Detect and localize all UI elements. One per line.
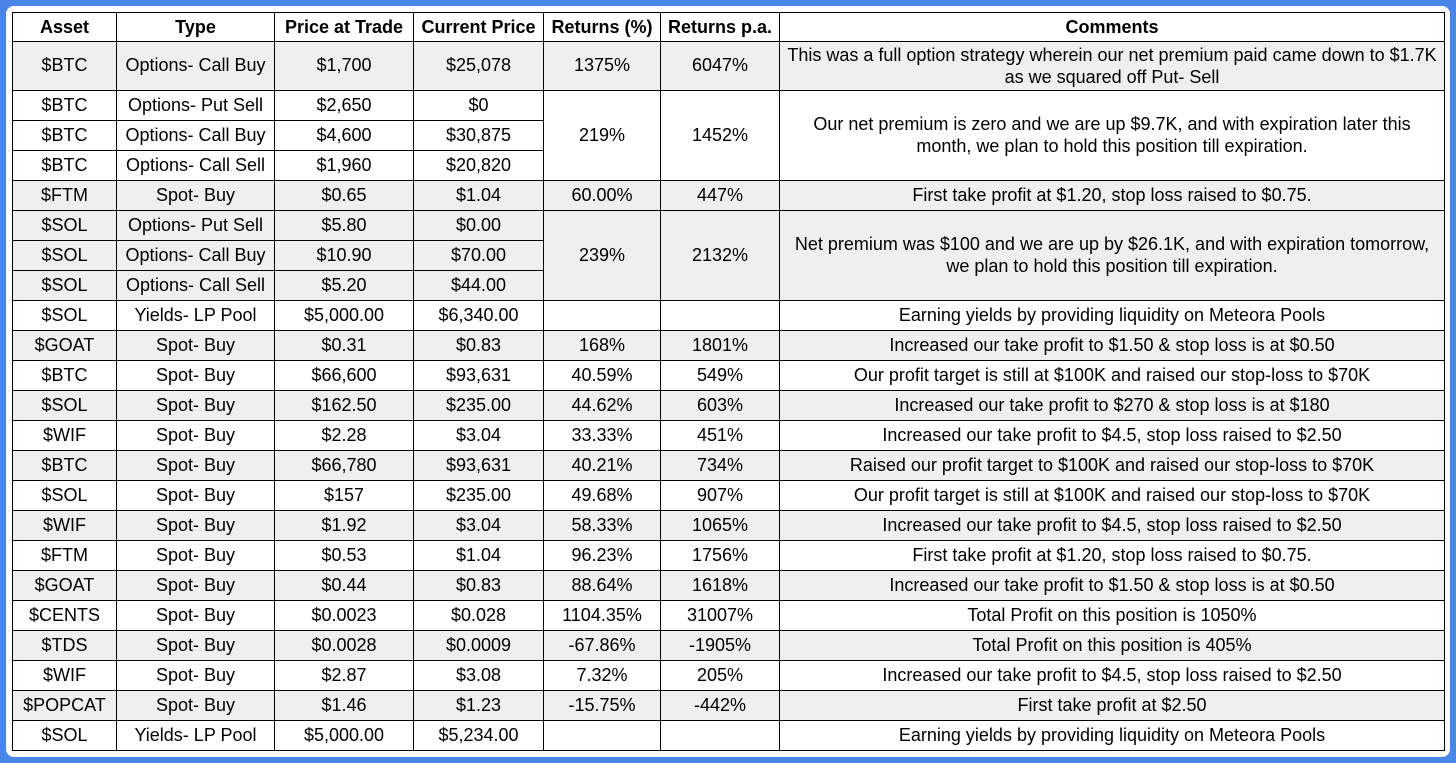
comment-cell: Total Profit on this position is 1050%	[780, 600, 1445, 630]
asset-cell: $SOL	[13, 390, 117, 420]
table-row	[13, 210, 1445, 240]
returns-pa-cell: 451%	[661, 420, 780, 450]
current-price-cell: $235.00	[414, 480, 544, 510]
table-row	[13, 600, 1445, 630]
current-price-cell: $0.028	[414, 600, 544, 630]
header-row	[13, 13, 1445, 42]
asset-cell: $BTC	[13, 120, 117, 150]
type-cell: Spot- Buy	[117, 420, 275, 450]
asset-cell: $WIF	[13, 420, 117, 450]
comment-cell: First take profit at $1.20, stop loss raised to $0.75.	[780, 540, 1445, 570]
comment-cell: Increased our take profit to $4.5, stop loss raised to $2.50	[780, 660, 1445, 690]
type-cell: Spot- Buy	[117, 540, 275, 570]
current-price-cell: $44.00	[414, 270, 544, 300]
returns-cell: 1375%	[544, 42, 661, 91]
asset-cell: $WIF	[13, 510, 117, 540]
trade-price-cell: $66,780	[275, 450, 414, 480]
returns-cell: 40.59%	[544, 360, 661, 390]
table-row	[13, 330, 1445, 360]
current-price-cell: $70.00	[414, 240, 544, 270]
trade-price-cell: $1,700	[275, 42, 414, 91]
current-price-cell: $25,078	[414, 42, 544, 91]
type-cell: Options- Call Buy	[117, 240, 275, 270]
returns-cell: 7.32%	[544, 660, 661, 690]
current-price-cell: $93,631	[414, 360, 544, 390]
current-price-cell: $6,340.00	[414, 300, 544, 330]
table-row	[13, 570, 1445, 600]
trade-price-cell: $2.87	[275, 660, 414, 690]
returns-pa-cell	[661, 720, 780, 750]
returns-cell: 58.33%	[544, 510, 661, 540]
comment-cell: Increased our take profit to $1.50 & stop loss is at $0.50	[780, 570, 1445, 600]
returns-pa-cell: -442%	[661, 690, 780, 720]
current-price-cell: $20,820	[414, 150, 544, 180]
returns-cell: 96.23%	[544, 540, 661, 570]
trade-price-cell: $0.31	[275, 330, 414, 360]
returns-pa-cell: 603%	[661, 390, 780, 420]
trade-price-cell: $1.46	[275, 690, 414, 720]
header-returns-pct: Returns (%)	[544, 13, 661, 42]
table-row	[13, 720, 1445, 750]
type-cell: Spot- Buy	[117, 570, 275, 600]
returns-cell: 49.68%	[544, 480, 661, 510]
current-price-cell: $0.83	[414, 330, 544, 360]
asset-cell: $BTC	[13, 90, 117, 120]
header-type: Type	[117, 13, 275, 42]
current-price-cell: $3.04	[414, 510, 544, 540]
comment-cell: First take profit at $1.20, stop loss raised to $0.75.	[780, 180, 1445, 210]
header-asset: Asset	[13, 13, 117, 42]
returns-pa-cell: 1801%	[661, 330, 780, 360]
current-price-cell: $3.04	[414, 420, 544, 450]
asset-cell: $FTM	[13, 540, 117, 570]
asset-cell: $SOL	[13, 480, 117, 510]
current-price-cell: $5,234.00	[414, 720, 544, 750]
returns-pa-cell: 1452%	[661, 90, 780, 180]
returns-cell: -67.86%	[544, 630, 661, 660]
table-row	[13, 690, 1445, 720]
trade-price-cell: $162.50	[275, 390, 414, 420]
asset-cell: $SOL	[13, 720, 117, 750]
asset-cell: $SOL	[13, 240, 117, 270]
returns-pa-cell	[661, 300, 780, 330]
table-row	[13, 630, 1445, 660]
type-cell: Yields- LP Pool	[117, 720, 275, 750]
current-price-cell: $0	[414, 90, 544, 120]
type-cell: Options- Put Sell	[117, 210, 275, 240]
header-current-price: Current Price	[414, 13, 544, 42]
returns-pa-cell: -1905%	[661, 630, 780, 660]
table-row	[13, 300, 1445, 330]
table-row	[13, 90, 1445, 120]
comment-cell: Our profit target is still at $100K and raised our stop-loss to $70K	[780, 360, 1445, 390]
type-cell: Spot- Buy	[117, 390, 275, 420]
trade-price-cell: $0.0023	[275, 600, 414, 630]
comment-cell: Our profit target is still at $100K and raised our stop-loss to $70K	[780, 480, 1445, 510]
trade-price-cell: $1.92	[275, 510, 414, 540]
current-price-cell: $1.04	[414, 180, 544, 210]
table-row	[13, 450, 1445, 480]
trades-table	[12, 12, 1445, 751]
comment-cell: Total Profit on this position is 405%	[780, 630, 1445, 660]
current-price-cell: $0.00	[414, 210, 544, 240]
type-cell: Spot- Buy	[117, 510, 275, 540]
comment-cell: Our net premium is zero and we are up $9.7K, and with expiration later this month, we plan to hold this position till expiration.	[780, 90, 1445, 180]
trade-price-cell: $0.53	[275, 540, 414, 570]
type-cell: Options- Call Sell	[117, 270, 275, 300]
trade-price-cell: $5,000.00	[275, 720, 414, 750]
table-frame	[6, 6, 1450, 757]
table-row	[13, 180, 1445, 210]
returns-pa-cell: 549%	[661, 360, 780, 390]
table-row	[13, 480, 1445, 510]
returns-pa-cell: 6047%	[661, 42, 780, 91]
comment-cell: Increased our take profit to $4.5, stop loss raised to $2.50	[780, 510, 1445, 540]
table-row	[13, 660, 1445, 690]
returns-pa-cell: 1756%	[661, 540, 780, 570]
asset-cell: $BTC	[13, 450, 117, 480]
returns-pa-cell: 907%	[661, 480, 780, 510]
comment-cell: First take profit at $2.50	[780, 690, 1445, 720]
current-price-cell: $0.0009	[414, 630, 544, 660]
returns-pa-cell: 1065%	[661, 510, 780, 540]
returns-cell	[544, 720, 661, 750]
asset-cell: $TDS	[13, 630, 117, 660]
comment-cell: This was a full option strategy wherein our net premium paid came down to $1.7K as we squared off Put- Sell	[780, 42, 1445, 91]
table-row	[13, 42, 1445, 91]
trade-price-cell: $0.65	[275, 180, 414, 210]
returns-cell: 88.64%	[544, 570, 661, 600]
trade-price-cell: $5.80	[275, 210, 414, 240]
asset-cell: $BTC	[13, 360, 117, 390]
type-cell: Spot- Buy	[117, 600, 275, 630]
type-cell: Options- Call Buy	[117, 42, 275, 91]
asset-cell: $WIF	[13, 660, 117, 690]
header-price-at-trade: Price at Trade	[275, 13, 414, 42]
returns-cell: 239%	[544, 210, 661, 300]
type-cell: Spot- Buy	[117, 450, 275, 480]
type-cell: Spot- Buy	[117, 330, 275, 360]
returns-cell: 44.62%	[544, 390, 661, 420]
comment-cell: Earning yields by providing liquidity on Meteora Pools	[780, 300, 1445, 330]
returns-pa-cell: 205%	[661, 660, 780, 690]
trade-price-cell: $2,650	[275, 90, 414, 120]
asset-cell: $CENTS	[13, 600, 117, 630]
returns-cell: 33.33%	[544, 420, 661, 450]
trade-price-cell: $157	[275, 480, 414, 510]
trade-price-cell: $4,600	[275, 120, 414, 150]
comment-cell: Raised our profit target to $100K and raised our stop-loss to $70K	[780, 450, 1445, 480]
table-row	[13, 420, 1445, 450]
returns-pa-cell: 2132%	[661, 210, 780, 300]
type-cell: Options- Call Sell	[117, 150, 275, 180]
asset-cell: $POPCAT	[13, 690, 117, 720]
trade-price-cell: $2.28	[275, 420, 414, 450]
table-row	[13, 360, 1445, 390]
type-cell: Spot- Buy	[117, 480, 275, 510]
returns-cell: 60.00%	[544, 180, 661, 210]
asset-cell: $BTC	[13, 150, 117, 180]
current-price-cell: $3.08	[414, 660, 544, 690]
header-returns-pa: Returns p.a.	[661, 13, 780, 42]
asset-cell: $SOL	[13, 270, 117, 300]
current-price-cell: $1.04	[414, 540, 544, 570]
returns-cell: 219%	[544, 90, 661, 180]
comment-cell: Net premium was $100 and we are up by $26.1K, and with expiration tomorrow, we plan to hold this position till expiration.	[780, 210, 1445, 300]
type-cell: Spot- Buy	[117, 180, 275, 210]
type-cell: Spot- Buy	[117, 360, 275, 390]
returns-pa-cell: 734%	[661, 450, 780, 480]
trade-price-cell: $5,000.00	[275, 300, 414, 330]
type-cell: Spot- Buy	[117, 690, 275, 720]
type-cell: Spot- Buy	[117, 630, 275, 660]
trade-price-cell: $5.20	[275, 270, 414, 300]
comment-cell: Increased our take profit to $1.50 & stop loss is at $0.50	[780, 330, 1445, 360]
returns-cell: 168%	[544, 330, 661, 360]
current-price-cell: $1.23	[414, 690, 544, 720]
trade-price-cell: $0.0028	[275, 630, 414, 660]
returns-cell: -15.75%	[544, 690, 661, 720]
current-price-cell: $0.83	[414, 570, 544, 600]
current-price-cell: $93,631	[414, 450, 544, 480]
current-price-cell: $30,875	[414, 120, 544, 150]
returns-cell: 1104.35%	[544, 600, 661, 630]
asset-cell: $FTM	[13, 180, 117, 210]
asset-cell: $BTC	[13, 42, 117, 91]
type-cell: Options- Put Sell	[117, 90, 275, 120]
asset-cell: $SOL	[13, 210, 117, 240]
asset-cell: $GOAT	[13, 330, 117, 360]
table-row	[13, 540, 1445, 570]
type-cell: Options- Call Buy	[117, 120, 275, 150]
returns-pa-cell: 447%	[661, 180, 780, 210]
comment-cell: Increased our take profit to $4.5, stop loss raised to $2.50	[780, 420, 1445, 450]
comment-cell: Increased our take profit to $270 & stop loss is at $180	[780, 390, 1445, 420]
table-row	[13, 510, 1445, 540]
trade-price-cell: $66,600	[275, 360, 414, 390]
returns-cell	[544, 300, 661, 330]
asset-cell: $GOAT	[13, 570, 117, 600]
trade-price-cell: $0.44	[275, 570, 414, 600]
asset-cell: $SOL	[13, 300, 117, 330]
returns-cell: 40.21%	[544, 450, 661, 480]
comment-cell: Earning yields by providing liquidity on Meteora Pools	[780, 720, 1445, 750]
trade-price-cell: $1,960	[275, 150, 414, 180]
current-price-cell: $235.00	[414, 390, 544, 420]
type-cell: Spot- Buy	[117, 660, 275, 690]
trade-price-cell: $10.90	[275, 240, 414, 270]
type-cell: Yields- LP Pool	[117, 300, 275, 330]
returns-pa-cell: 31007%	[661, 600, 780, 630]
table-row	[13, 390, 1445, 420]
returns-pa-cell: 1618%	[661, 570, 780, 600]
header-comments: Comments	[780, 13, 1445, 42]
